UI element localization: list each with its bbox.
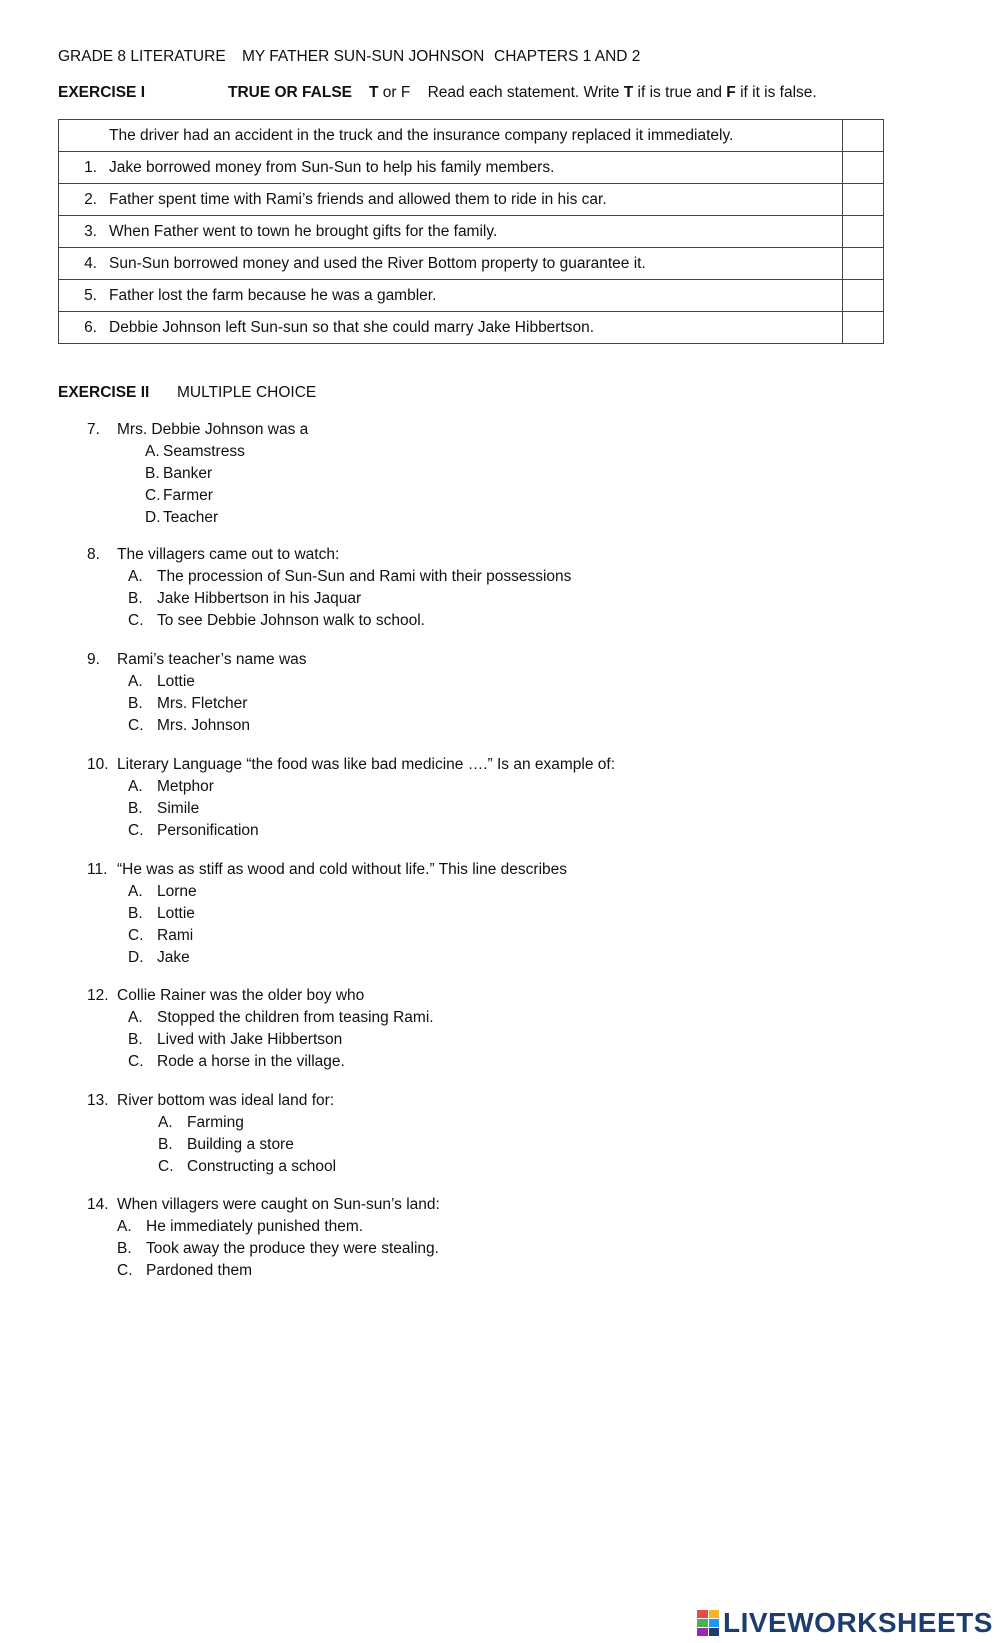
instruction-f: F [726, 84, 736, 101]
header-chapters: CHAPTERS 1 AND 2 [494, 48, 641, 65]
mc-option[interactable] [87, 798, 615, 820]
tf-statement-cell [59, 280, 843, 312]
exercise2-type: MULTIPLE CHOICE [177, 384, 317, 401]
true-false-table [58, 119, 884, 344]
mc-option-letter: B. [128, 590, 143, 607]
mc-option-text: Mrs. Fletcher [157, 695, 248, 712]
mc-option[interactable] [87, 566, 571, 588]
tf-answer-box[interactable] [843, 312, 884, 344]
tf-statement-text: Jake borrowed money from Sun-Sun to help his family members. [109, 158, 555, 176]
mc-question [87, 544, 571, 632]
tf-answer-box[interactable] [843, 248, 884, 280]
instruction-part-c: if it is false. [740, 84, 817, 101]
mc-option[interactable] [87, 1007, 434, 1029]
liveworksheets-logo [697, 1608, 993, 1638]
mc-option-letter: A. [128, 883, 143, 900]
tf-row [59, 280, 884, 312]
mc-option-letter: B. [145, 465, 160, 482]
f-letter: F [400, 84, 411, 101]
mc-option[interactable] [87, 588, 571, 610]
mc-option-letter: A. [158, 1114, 173, 1131]
mc-option-letter: C. [158, 1158, 174, 1175]
exercise1-type: TRUE OR FALSE [228, 84, 353, 101]
mc-option-text: Farming [187, 1114, 244, 1131]
mc-option[interactable] [87, 881, 567, 903]
mc-option-text: Lottie [157, 905, 195, 922]
mc-question-number: 10. [87, 756, 109, 773]
liveworksheets-logo-icon [697, 1610, 719, 1636]
mc-option-letter: C. [128, 612, 144, 629]
tf-answer-box[interactable] [843, 280, 884, 312]
tf-row-number: 5. [84, 286, 97, 304]
mc-question-stem [87, 859, 567, 881]
mc-option[interactable] [87, 1260, 440, 1282]
mc-option[interactable] [87, 671, 307, 693]
mc-option[interactable] [87, 693, 307, 715]
mc-question-stem [87, 1194, 440, 1216]
header-grade: GRADE 8 LITERATURE [58, 48, 226, 65]
exercise1-instructions [369, 84, 817, 102]
mc-option-text: Stopped the children from teasing Rami. [157, 1009, 434, 1026]
mc-option-letter: B. [158, 1136, 173, 1153]
mc-option[interactable] [87, 925, 567, 947]
mc-question-number: 12. [87, 987, 109, 1004]
mc-question-number: 8. [87, 546, 100, 563]
mc-question-text: Rami’s teacher’s name was [117, 651, 307, 668]
mc-option-text: Lottie [157, 673, 195, 690]
mc-option-text: Lived with Jake Hibbertson [157, 1031, 343, 1048]
mc-option-text: Farmer [163, 487, 213, 504]
mc-question-text: “He was as stiff as wood and cold without life.” This line describes [117, 861, 567, 878]
tf-row [59, 216, 884, 248]
mc-option-letter: D. [128, 949, 144, 966]
tf-statement-text: Sun-Sun borrowed money and used the River Bottom property to guarantee it. [109, 254, 646, 272]
mc-option-text: Constructing a school [187, 1158, 337, 1175]
tf-row-number: 3. [84, 222, 97, 240]
mc-option-letter: D. [145, 509, 161, 526]
mc-option-letter: A. [117, 1218, 132, 1235]
tf-row [59, 312, 884, 344]
or-word: or [382, 84, 397, 101]
mc-option-letter: C. [128, 1053, 144, 1070]
mc-option[interactable] [87, 1134, 336, 1156]
header-book-title: MY FATHER SUN-SUN JOHNSON [242, 48, 485, 65]
mc-question-stem [87, 649, 307, 671]
mc-option-text: Teacher [163, 509, 219, 526]
mc-option[interactable] [87, 1216, 440, 1238]
tf-statement-text: Father spent time with Rami’s friends and allowed them to ride in his car. [109, 190, 607, 208]
mc-option-text: Jake [157, 949, 190, 966]
mc-option[interactable] [87, 441, 308, 463]
mc-option-letter: B. [117, 1240, 132, 1257]
mc-question-stem [87, 1090, 336, 1112]
mc-question [87, 754, 615, 842]
mc-option-letter: B. [128, 695, 143, 712]
instruction-t: T [623, 84, 634, 101]
mc-question [87, 985, 434, 1073]
mc-question-stem [87, 419, 308, 441]
t-letter: T [369, 84, 379, 101]
tf-statement-text: The driver had an accident in the truck and the insurance company replaced it immediately. [109, 126, 734, 144]
mc-option-text: Took away the produce they were stealing. [146, 1240, 439, 1257]
mc-option-letter: A. [128, 778, 143, 795]
mc-option-text: Jake Hibbertson in his Jaquar [157, 590, 362, 607]
mc-option-text: He immediately punished them. [146, 1218, 364, 1235]
mc-question [87, 649, 307, 737]
mc-question [87, 859, 567, 969]
mc-question-number: 9. [87, 651, 100, 668]
mc-question-number: 14. [87, 1196, 109, 1213]
mc-option-text: Rode a horse in the village. [157, 1053, 345, 1070]
tf-row [59, 184, 884, 216]
mc-option-letter: B. [128, 800, 143, 817]
mc-option-text: Seamstress [163, 443, 245, 460]
mc-question-number: 11. [87, 861, 108, 878]
mc-question-number: 7. [87, 421, 100, 438]
exercise2-label: EXERCISE II [58, 384, 150, 401]
tf-statement-text: Father lost the farm because he was a gambler. [109, 286, 437, 304]
mc-option[interactable] [87, 820, 615, 842]
mc-option-letter: C. [128, 822, 144, 839]
mc-option[interactable] [87, 1029, 434, 1051]
mc-question-stem [87, 544, 571, 566]
mc-option-letter: C. [128, 717, 144, 734]
tf-answer-box[interactable] [843, 216, 884, 248]
tf-statement-cell [59, 248, 843, 280]
tf-statement-cell [59, 152, 843, 184]
mc-question-text: River bottom was ideal land for: [117, 1092, 335, 1109]
mc-question-stem [87, 985, 434, 1007]
mc-option[interactable] [87, 1238, 440, 1260]
tf-answer-box[interactable] [843, 152, 884, 184]
mc-question-text: Collie Rainer was the older boy who [117, 987, 365, 1004]
mc-question-text: Mrs. Debbie Johnson was a [117, 421, 309, 438]
tf-row [59, 152, 884, 184]
mc-option-letter: C. [145, 487, 161, 504]
tf-row-number: 1. [84, 158, 97, 176]
tf-row-number: 2. [84, 190, 97, 208]
mc-option-text: Pardoned them [146, 1262, 252, 1279]
mc-option[interactable] [87, 776, 615, 798]
mc-option-letter: A. [128, 1009, 143, 1026]
mc-option-letter: C. [128, 927, 144, 944]
mc-option[interactable] [87, 1051, 434, 1073]
mc-option-letter: C. [117, 1262, 133, 1279]
mc-option-text: Mrs. Johnson [157, 717, 251, 734]
liveworksheets-logo-text: LIVEWORKSHEETS [723, 1607, 993, 1638]
instruction-part-b: if is true and [637, 84, 722, 101]
mc-option[interactable] [87, 610, 571, 632]
mc-option[interactable] [87, 1112, 336, 1134]
mc-option[interactable] [87, 715, 307, 737]
mc-option-letter: A. [145, 443, 160, 460]
mc-option-text: Rami [157, 927, 194, 944]
mc-question [87, 1194, 440, 1282]
mc-option-letter: A. [128, 673, 143, 690]
tf-statement-text: Debbie Johnson left Sun-sun so that she could marry Jake Hibbertson. [109, 318, 595, 336]
mc-question [87, 419, 308, 529]
mc-option[interactable] [87, 485, 308, 507]
tf-row-number: 4. [84, 254, 97, 272]
mc-option-text: To see Debbie Johnson walk to school. [157, 612, 425, 629]
mc-option-text: Personification [157, 822, 259, 839]
mc-option[interactable] [87, 507, 308, 529]
mc-question-text: The villagers came out to watch: [117, 546, 340, 563]
tf-row [59, 120, 884, 152]
mc-option-text: Lorne [157, 883, 197, 900]
mc-option[interactable] [87, 903, 567, 925]
mc-question [87, 1090, 336, 1178]
instruction-part-a: Read each statement. Write [427, 84, 620, 101]
tf-statement-cell [59, 216, 843, 248]
mc-option-text: Banker [163, 465, 213, 482]
mc-option[interactable] [87, 463, 308, 485]
mc-option[interactable] [87, 947, 567, 969]
tf-statement-text: When Father went to town he brought gifts for the family. [109, 222, 498, 240]
mc-option-letter: A. [128, 568, 143, 585]
mc-question-number: 13. [87, 1092, 109, 1109]
mc-option[interactable] [87, 1156, 336, 1178]
mc-option-text: Metphor [157, 778, 214, 795]
tf-answer-box[interactable] [843, 184, 884, 216]
exercise1-label: EXERCISE I [58, 84, 145, 101]
mc-option-letter: B. [128, 1031, 143, 1048]
mc-option-letter: B. [128, 905, 143, 922]
tf-statement-cell [59, 120, 843, 152]
mc-option-text: The procession of Sun-Sun and Rami with their possessions [157, 568, 572, 585]
mc-question-text: When villagers were caught on Sun-sun’s land: [117, 1196, 440, 1213]
mc-question-text: Literary Language “the food was like bad medicine ….” Is an example of: [117, 756, 615, 773]
tf-statement-cell [59, 312, 843, 344]
mc-option-text: Building a store [187, 1136, 294, 1153]
mc-question-stem [87, 754, 615, 776]
mc-option-text: Simile [157, 800, 200, 817]
tf-statement-cell [59, 184, 843, 216]
tf-answer-box[interactable] [843, 120, 884, 152]
tf-row [59, 248, 884, 280]
tf-row-number: 6. [84, 318, 97, 336]
